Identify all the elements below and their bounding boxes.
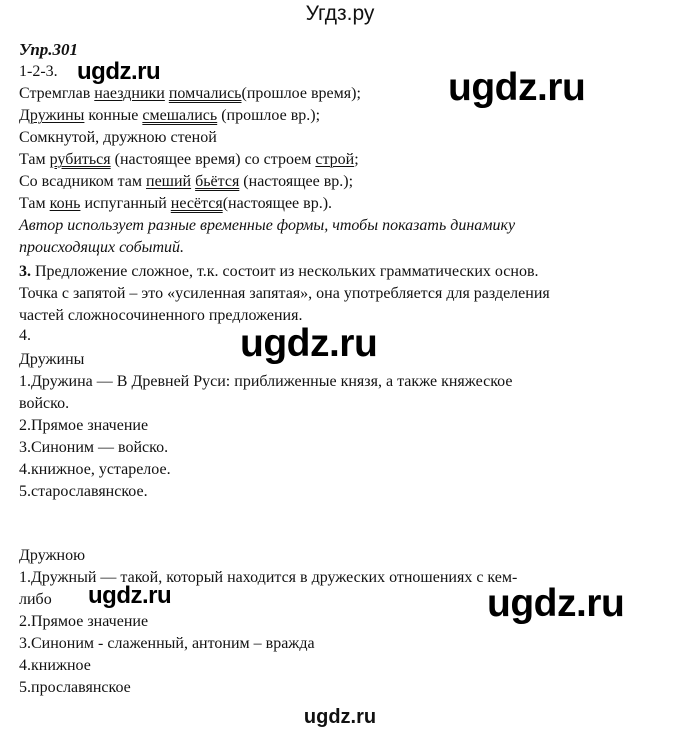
watermark: ugdz.ru xyxy=(487,582,625,625)
part4-number: 4. xyxy=(19,327,31,344)
author-note-line-1: Автор использует разные временные формы, чтобы показать динамику xyxy=(19,217,516,234)
part3-number: 3. xyxy=(19,263,31,280)
word2-item: 5.прославянское xyxy=(19,679,131,696)
subject-word: пеший xyxy=(146,173,192,190)
watermark: ugdz.ru xyxy=(240,322,378,365)
poem-text: конные xyxy=(84,107,143,124)
subject-word: наездники xyxy=(94,85,165,102)
predicate-word: рубиться xyxy=(49,151,111,168)
poem-text: испуганный xyxy=(80,195,171,212)
predicate-word: помчались xyxy=(168,85,242,102)
word2-title: Дружною xyxy=(19,547,86,564)
part3-line-1 xyxy=(19,262,539,282)
word1-title: Дружины xyxy=(19,351,85,368)
poem-line-1 xyxy=(19,84,361,104)
poem-text: ; xyxy=(354,151,359,168)
watermark: ugdz.ru xyxy=(88,582,172,609)
subject-word: Дружины xyxy=(19,107,85,124)
poem-text: (настоящее вр.). xyxy=(222,195,333,212)
poem-text: Там xyxy=(19,195,50,212)
word1-item: 1.Дружина — В Древней Руси: приближенные князя, а также княжеское xyxy=(19,373,513,390)
site-footer: ugdz.ru xyxy=(303,706,377,728)
word1-item: 3.Синоним — войско. xyxy=(19,439,169,456)
subject-word: строй xyxy=(315,151,355,168)
watermark: ugdz.ru xyxy=(77,58,161,85)
word1-item: 4.книжное, устарелое. xyxy=(19,461,171,478)
word1-item: 5.старославянское. xyxy=(19,483,148,500)
poem-text: Со всадником там xyxy=(19,173,146,190)
poem-line-2 xyxy=(19,106,320,126)
word1-item: 2.Прямое значение xyxy=(19,417,149,434)
word2-item: 3.Синоним - слаженный, антоним – вражда xyxy=(19,635,315,652)
poem-line-6 xyxy=(19,194,332,214)
part3-text: Предложение сложное, т.к. состоит из нескольких грамматических основ. xyxy=(31,263,539,280)
word2-item: 1.Дружный — такой, который находится в дружеских отношениях с кем- xyxy=(19,569,518,586)
poem-text: (настоящее время) со строем xyxy=(110,151,316,168)
word2-item: 4.книжное xyxy=(19,657,91,674)
predicate-word: смешались xyxy=(142,107,218,124)
poem-text: (настоящее вр.); xyxy=(239,173,354,190)
poem-text: Стремглав xyxy=(19,85,95,102)
poem-text: (прошлое время); xyxy=(241,85,361,102)
exercise-title: Упр.301 xyxy=(19,40,79,59)
word1-item: войско. xyxy=(19,395,70,412)
poem-line-5 xyxy=(19,172,353,192)
word2-item: либо xyxy=(19,591,52,608)
poem-line-4 xyxy=(19,150,359,170)
part-label: 1-2-3. xyxy=(19,63,58,80)
author-note-line-2: происходящих событий. xyxy=(19,239,185,256)
poem-text: (прошлое вр.); xyxy=(217,107,321,124)
site-header: Угдз.ру xyxy=(305,2,375,25)
word2-item: 2.Прямое значение xyxy=(19,613,149,630)
predicate-word: несётся xyxy=(170,195,223,212)
poem-line-3: Сомкнутой, дружною стеной xyxy=(19,129,217,146)
poem-text: Там xyxy=(19,151,50,168)
part3-line-2: Точка с запятой – это «усиленная запятая», она употребляется для разделения xyxy=(19,285,550,302)
watermark: ugdz.ru xyxy=(448,66,586,109)
predicate-word: бьётся xyxy=(195,173,240,190)
part3-line-3: частей сложносочиненного предложения. xyxy=(19,307,303,324)
subject-word: конь xyxy=(49,195,81,212)
